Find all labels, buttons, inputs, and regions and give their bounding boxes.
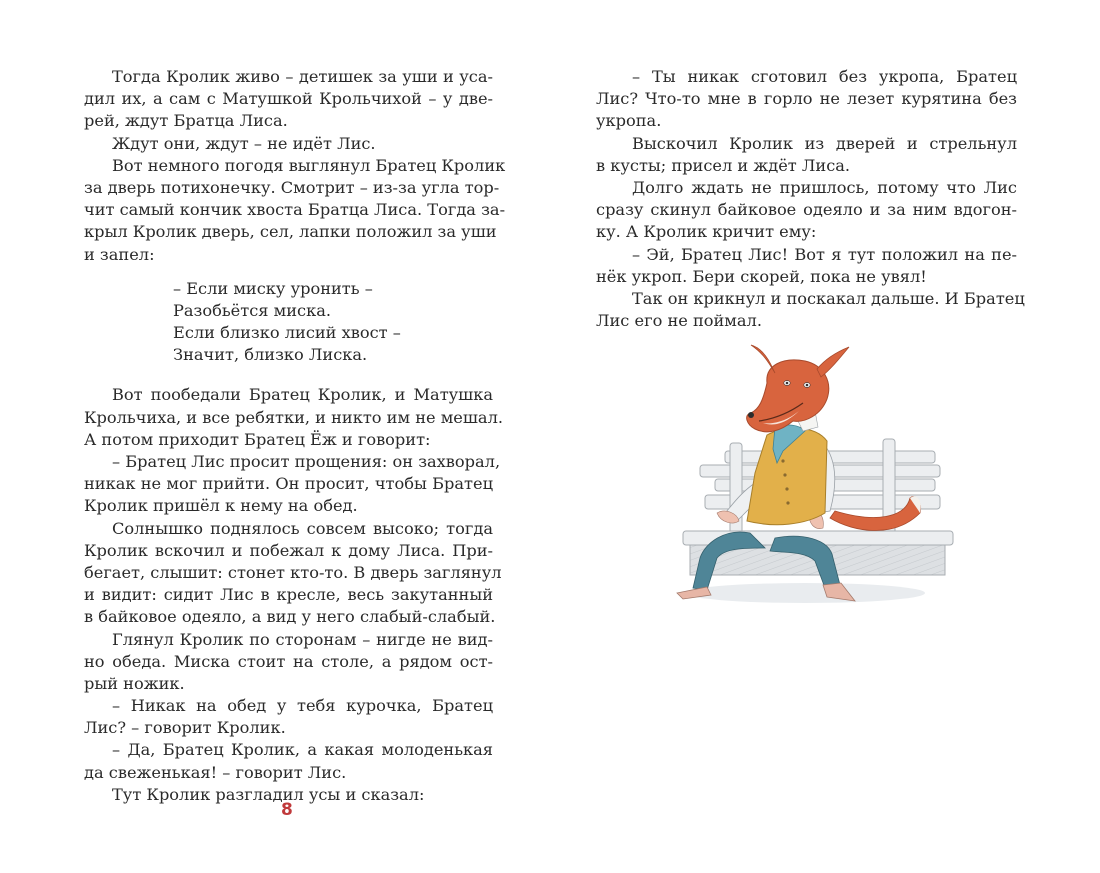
text-line: дил их, а сам с Матушкой Крольчихой – у две- — [84, 89, 493, 109]
text-line: – Братец Лис просит прощения: он захворал, — [112, 452, 501, 471]
text-line: нёк укроп. Бери скорей, пока не увял! — [596, 266, 927, 286]
fox-on-bench-illustration — [655, 343, 975, 613]
text-line: Кролик пришёл к нему на обед. — [84, 496, 358, 516]
verse-block — [84, 278, 493, 367]
text-line: Выскочил Кролик из дверей и стрельнул — [632, 133, 1017, 153]
right-text-column — [596, 66, 1025, 332]
text-line: Лис? – говорит Кролик. — [84, 718, 286, 738]
text-line: – Эй, Братец Лис! Вот я тут положил на пе- — [632, 244, 1017, 264]
text-line: и видит: сидит Лис в кресле, весь закутанный — [84, 585, 493, 605]
text-line: А потом приходит Братец Ёж и говорит: — [84, 429, 431, 449]
text-line: – Да, Братец Кролик, а какая молоденькая — [112, 740, 493, 760]
verse-line: Разобьётся миска. — [173, 300, 331, 320]
text-line: и запел: — [84, 244, 155, 264]
text-line: в кусты; присел и ждёт Лиса. — [596, 155, 851, 175]
text-line: за дверь потихонечку. Смотрит – из-за угла тор- — [84, 177, 500, 197]
verse-line: Значит, близко Лиска. — [173, 345, 368, 365]
text-line: Солнышко поднялось совсем высоко; тогда — [112, 518, 493, 538]
text-line: Тут Кролик разгладил усы и сказал: — [112, 784, 425, 804]
text-line: Крольчиха, и все ребятки, и никто им не мешал. — [84, 407, 504, 427]
text-line: Ждут они, ждут – не идёт Лис. — [112, 133, 376, 153]
prose-block — [84, 384, 504, 806]
text-line: Долго ждать не пришлось, потому что Лис — [632, 177, 1017, 197]
verse-line: Если близко лисий хвост – — [173, 323, 401, 343]
text-line: – Ты никак сготовил без укропа, Братец — [632, 67, 1017, 86]
text-line: Вот пообедали Братец Кролик, и Матушка — [112, 385, 493, 405]
prose-block — [596, 66, 1025, 332]
text-line: Глянул Кролик по сторонам – нигде не вид- — [112, 629, 493, 649]
verse-line: – Если миску уронить – — [173, 278, 373, 298]
text-line: крыл Кролик дверь, сел, лапки положил за уши — [84, 222, 497, 242]
text-line: Лис его не поймал. — [596, 311, 762, 331]
text-line: в байковое одеяло, а вид у него слабый-слабый. — [84, 607, 496, 627]
text-line: Так он крикнул и поскакал дальше. И Братец — [632, 288, 1025, 308]
text-line: никак не мог прийти. Он просит, чтобы Братец — [84, 474, 493, 494]
text-line: но обеда. Миска стоит на столе, а рядом ост- — [84, 651, 493, 671]
text-line: рей, ждут Братца Лиса. — [84, 111, 288, 131]
text-line: ку. А Кролик кричит ему: — [596, 222, 817, 242]
page-number: 8 — [281, 800, 293, 820]
text-line: чит самый кончик хвоста Братца Лиса. Тогда за- — [84, 200, 506, 220]
text-line: – Никак на обед у тебя курочка, Братец — [112, 696, 493, 716]
text-line: Кролик вскочил и побежал к дому Лиса. При- — [84, 540, 493, 560]
text-line: бегает, слышит: стонет кто-то. В дверь заглянул — [84, 562, 502, 582]
text-line: Тогда Кролик живо – детишек за уши и уса- — [112, 67, 493, 86]
text-line: да свеженькая! – говорит Лис. — [84, 762, 347, 782]
prose-block — [84, 66, 506, 266]
text-line: рый ножик. — [84, 673, 185, 693]
text-line: Вот немного погодя выглянул Братец Кролик — [112, 155, 506, 175]
right-page — [550, 0, 1100, 873]
text-line: сразу скинул байковое одеяло и за ним вдогон- — [596, 200, 1017, 220]
text-line: укропа. — [596, 111, 662, 131]
left-text-column — [84, 66, 506, 806]
text-line: Лис? Что-то мне в горло не лезет курятина без — [596, 89, 1017, 109]
